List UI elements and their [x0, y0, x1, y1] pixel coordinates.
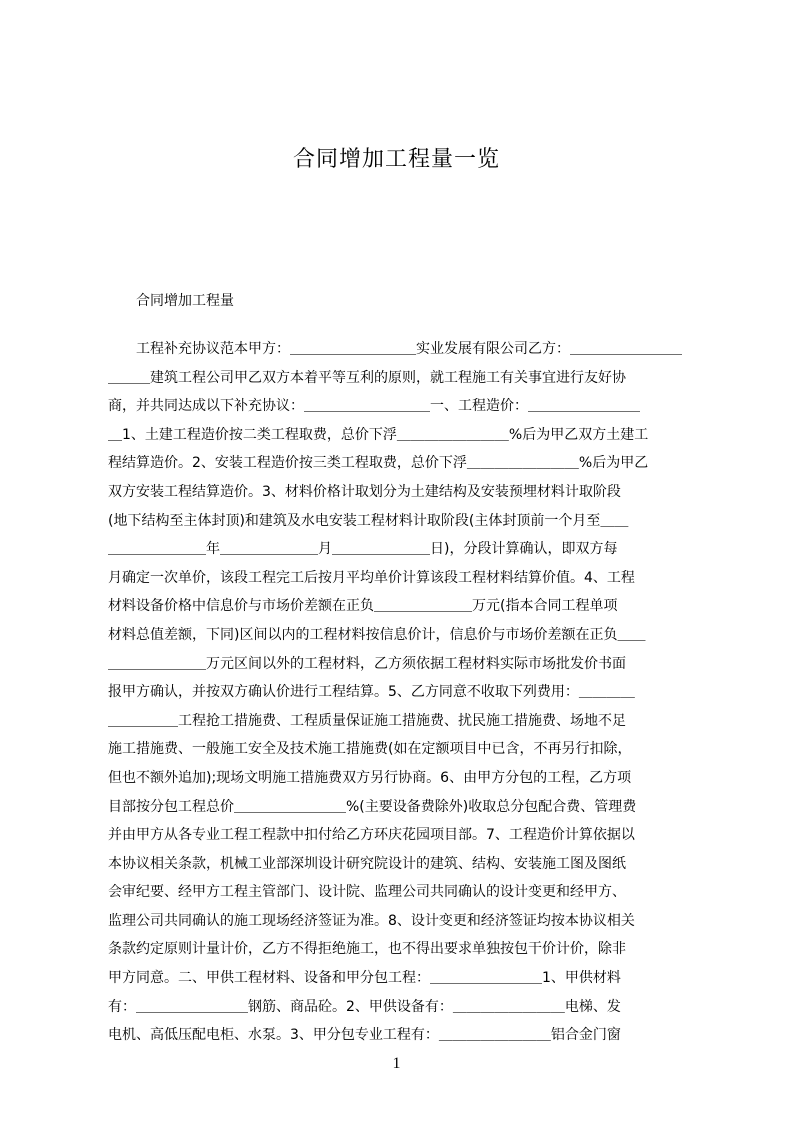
body-line: 会审纪要、经甲方工程主管部门、设计院、监理公司共同确认的设计变更和经甲方、 [108, 884, 626, 901]
body-line: 双方安装工程结算造价。3、材料价格计取划分为土建结构及安装预埋材料计取阶段 [108, 483, 621, 500]
body-line: 甲方同意。二、甲供工程材料、设备和甲分包工程：＿＿＿＿＿＿＿＿1、甲供材料 [108, 970, 621, 987]
body-line: 报甲方确认，并按双方确认价进行工程结算。5、乙方同意不收取下列费用：＿＿＿＿ [108, 684, 635, 701]
body-line: (地下结构至主体封顶)和建筑及水电安装工程材料计取阶段(主体封顶前一个月至＿＿ [108, 512, 629, 529]
body-line: 程结算造价。2、安装工程造价按三类工程取费，总价下浮＿＿＿＿＿＿＿＿%后为甲乙 [108, 455, 649, 472]
body-line: 材料总值差额，下同)区间以内的工程材料按信息价计，信息价与市场价差额在正负＿＿ [108, 626, 646, 643]
body-line: 材料设备价格中信息价与市场价差额在正负＿＿＿＿＿＿＿万元(指本合同工程单项 [108, 598, 618, 615]
body-line: 工程补充协议范本甲方：＿＿＿＿＿＿＿＿＿实业发展有限公司乙方：＿＿＿＿＿＿＿＿ [108, 341, 682, 357]
section-heading: 合同增加工程量 [136, 293, 234, 309]
body-line: ＿1、土建工程造价按二类工程取费，总价下浮＿＿＿＿＿＿＿＿%后为甲乙双方土建工 [108, 426, 649, 443]
body-line: ＿＿＿建筑工程公司甲乙双方本着平等互利的原则，就工程施工有关事宜进行友好协 [108, 369, 626, 386]
body-line: 电机、高低压配电柜、水泵。3、甲分包专业工程有：＿＿＿＿＿＿＿＿铝合金门窗 [108, 1027, 621, 1044]
body-line: 有：＿＿＿＿＿＿＿＿钢筋、商品砼。2、甲供设备有：＿＿＿＿＿＿＿＿电梯、发 [108, 998, 621, 1015]
body-line: 商，并共同达成以下补充协议：＿＿＿＿＿＿＿＿＿一、工程造价：＿＿＿＿＿＿＿＿ [108, 398, 640, 415]
body-line: 施工措施费、一般施工安全及技术施工措施费(如在定额项目中已含，不再另行扣除， [108, 741, 632, 758]
body-line: ＿＿＿＿＿＿＿年＿＿＿＿＿＿＿月＿＿＿＿＿＿＿日)，分段计算确认，即双方每 [108, 541, 618, 558]
body-line: 目部按分包工程总价＿＿＿＿＿＿＿＿%(主要设备费除外)收取总分包配合费、管理费 [108, 798, 637, 815]
body-line: ＿＿＿＿＿工程抢工措施费、工程质量保证施工措施费、扰民施工措施费、场地不足 [108, 712, 626, 729]
body-line: 本协议相关条款，机械工业部深圳设计研究院设计的建筑、结构、安装施工图及图纸 [108, 855, 626, 872]
document-body [108, 335, 698, 1044]
page-number: 1 [392, 1055, 401, 1072]
body-line: 监理公司共同确认的施工现场经济签证为准。8、设计变更和经济签证均按本协议相关 [108, 912, 635, 929]
body-line: 月确定一次单价，该段工程完工后按月平均单价计算该段工程材料结算价值。4、工程 [108, 569, 635, 586]
body-line: 并由甲方从各专业工程工程款中扣付给乙方环庆花园项目部。7、工程造价计算依据以 [108, 827, 635, 844]
body-line: 但也不额外追加);现场文明施工措施费双方另行协商。6、由甲方分包的工程，乙方项 [108, 769, 632, 786]
body-line: 条款约定原则计量计价，乙方不得拒绝施工，也不得出要求单独按包干价计价，除非 [108, 941, 626, 958]
body-line: ＿＿＿＿＿＿＿万元区间以外的工程材料，乙方须依据工程材料实际市场批发价书面 [108, 655, 626, 672]
document-title: 合同增加工程量一览 [292, 147, 500, 172]
